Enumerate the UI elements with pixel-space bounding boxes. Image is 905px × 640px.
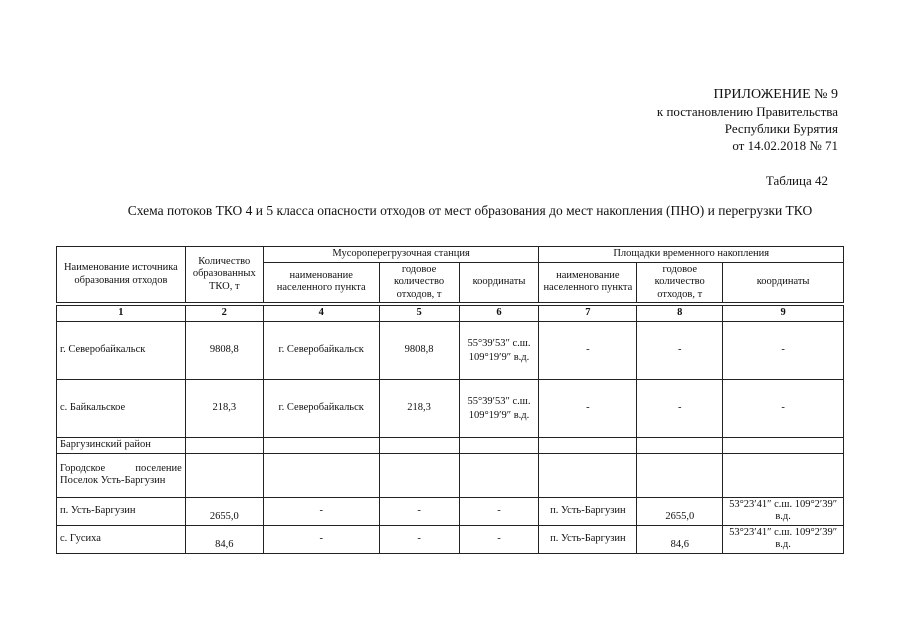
header-temp-group: Площадки временного накопления xyxy=(539,247,844,263)
table-row xyxy=(57,453,844,497)
column-number: 4 xyxy=(263,306,379,322)
cell-temp-coords: - xyxy=(723,380,844,438)
column-number: 8 xyxy=(637,306,723,322)
header-source: Наименование источника образования отходов xyxy=(57,247,186,303)
cell-station-coords: - xyxy=(459,497,539,525)
cell-temp-coords xyxy=(723,438,844,454)
cell-station-annual: 9808,8 xyxy=(379,322,459,380)
cell-quantity: 218,3 xyxy=(185,380,263,438)
table-row xyxy=(57,380,844,438)
cell-quantity: 84,6 xyxy=(185,525,263,553)
column-number: 7 xyxy=(539,306,637,322)
cell-quantity xyxy=(185,453,263,497)
header-temp-annual: годовое количество отходов, т xyxy=(637,262,723,303)
cell-station-coords: - xyxy=(459,525,539,553)
table-row xyxy=(57,497,844,525)
header-temp-locality: наименование населенного пункта xyxy=(539,262,637,303)
header-quantity: Количество образованных ТКО, т xyxy=(185,247,263,303)
table-row xyxy=(57,322,844,380)
cell-station-coords: 55°39′53″ с.ш. 109°19′9″ в.д. xyxy=(459,380,539,438)
cell-quantity: 2655,0 xyxy=(185,497,263,525)
column-number: 2 xyxy=(185,306,263,322)
header-station-locality: наименование населенного пункта xyxy=(263,262,379,303)
header-temp-coords: координаты xyxy=(723,262,844,303)
cell-temp-coords: 53°23′41″ с.ш. 109°2′39″ в.д. xyxy=(723,525,844,553)
cell-source: Городское поселение Поселок Усть-Баргузин xyxy=(57,453,186,497)
cell-source: Баргузинский район xyxy=(57,438,186,454)
cell-temp-coords: 53°23′41″ с.ш. 109°2′39″ в.д. xyxy=(723,497,844,525)
cell-temp-annual: - xyxy=(637,380,723,438)
cell-station-locality: - xyxy=(263,497,379,525)
cell-temp-coords xyxy=(723,453,844,497)
cell-station-locality xyxy=(263,438,379,454)
column-number: 9 xyxy=(723,306,844,322)
cell-temp-annual xyxy=(637,453,723,497)
cell-temp-coords: - xyxy=(723,322,844,380)
cell-station-locality: г. Северобайкальск xyxy=(263,322,379,380)
cell-station-locality xyxy=(263,453,379,497)
cell-station-locality: г. Северобайкальск xyxy=(263,380,379,438)
cell-station-coords xyxy=(459,453,539,497)
waste-flow-table xyxy=(56,246,844,554)
header-station-annual: годовое количество отходов, т xyxy=(379,262,459,303)
appendix-line-3: Республики Бурятия xyxy=(724,121,838,136)
cell-station-coords: 55°39′53″ с.ш. 109°19′9″ в.д. xyxy=(459,322,539,380)
cell-temp-annual: - xyxy=(637,322,723,380)
column-number-row xyxy=(57,306,844,322)
cell-quantity xyxy=(185,438,263,454)
cell-station-coords xyxy=(459,438,539,454)
table-row xyxy=(57,438,844,454)
table-number: Таблица 42 xyxy=(765,173,828,188)
cell-station-annual: - xyxy=(379,525,459,553)
cell-temp-locality: - xyxy=(539,380,637,438)
appendix-title: ПРИЛОЖЕНИЕ № 9 xyxy=(713,87,838,102)
cell-source: с. Байкальское xyxy=(57,380,186,438)
cell-temp-annual: 2655,0 xyxy=(637,497,723,525)
document-title: Схема потоков ТКО 4 и 5 класса опасности отходов от мест образования до мест накопления (ПНО) и перегрузки ТКО xyxy=(127,203,813,218)
table-row xyxy=(57,525,844,553)
cell-source: г. Северобайкальск xyxy=(57,322,186,380)
cell-station-annual xyxy=(379,438,459,454)
cell-temp-locality: п. Усть-Баргузин xyxy=(539,525,637,553)
cell-quantity: 9808,8 xyxy=(185,322,263,380)
cell-station-annual: - xyxy=(379,497,459,525)
cell-temp-locality: п. Усть-Баргузин xyxy=(539,497,637,525)
column-number: 6 xyxy=(459,306,539,322)
cell-temp-annual xyxy=(637,438,723,454)
cell-temp-locality: - xyxy=(539,322,637,380)
cell-temp-locality xyxy=(539,453,637,497)
header-station-coords: координаты xyxy=(459,262,539,303)
appendix-line-2: к постановлению Правительства xyxy=(656,104,838,119)
cell-station-annual: 218,3 xyxy=(379,380,459,438)
cell-temp-annual: 84,6 xyxy=(637,525,723,553)
cell-station-annual xyxy=(379,453,459,497)
column-number: 5 xyxy=(379,306,459,322)
header-station-group: Мусороперегрузочная станция xyxy=(263,247,539,263)
cell-temp-locality xyxy=(539,438,637,454)
appendix-line-4: от 14.02.2018 № 71 xyxy=(732,138,838,153)
cell-station-locality: - xyxy=(263,525,379,553)
cell-source: с. Гусиха xyxy=(57,525,186,553)
column-number: 1 xyxy=(57,306,186,322)
cell-source: п. Усть-Баргузин xyxy=(57,497,186,525)
appendix-block xyxy=(657,86,838,154)
